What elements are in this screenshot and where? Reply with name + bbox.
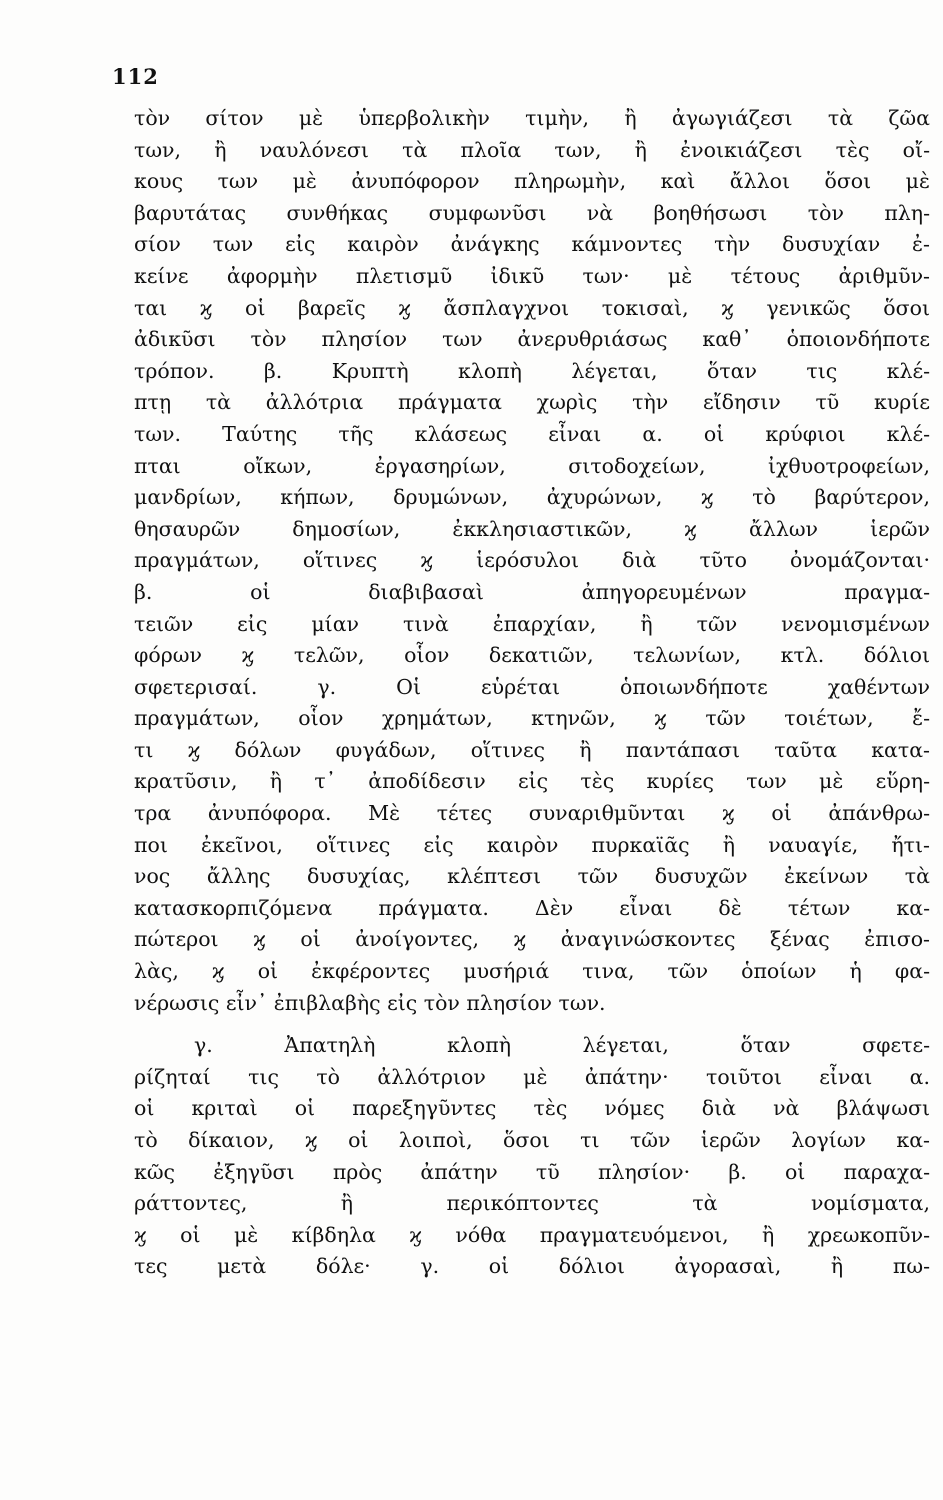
- text-line: ρίζηταί τις τὸ ἀλλότριον μὲ ἀπάτην· τοιῦτοι εἶναι α.: [134, 1064, 930, 1089]
- text-line: κῶς ἐξηγῦσι πρὸς ἀπάτην τῦ πλησίον· β. οἱ παραχα-: [134, 1159, 930, 1184]
- text-line: κους των μὲ ἀνυπόφορον πληρωμὴν, καὶ ἄλλοι ὅσοι μὲ: [134, 169, 930, 194]
- text-line: πώτεροι ϗ οἱ ἀνοίγοντες, ϗ ἀναγινώσκοντες ξένας ἐπισο-: [134, 927, 930, 952]
- text-line: ται ϗ οἱ βαρεῖς ϗ ἄσπλαγχνοι τοκισαὶ, ϗ γενικῶς ὅσοι: [134, 295, 930, 320]
- text-line: τρόπον. β. Κρυπτὴ κλοπὴ λέγεται, ὅταν τις κλέ-: [134, 358, 930, 383]
- text-line: τειῶν εἰς μίαν τινὰ ἐπαρχίαν, ἢ τῶν νενομισμένων: [134, 611, 930, 636]
- text-line: κατασκορπιζόμενα πράγματα. Δὲν εἶναι δὲ τέτων κα-: [134, 895, 930, 920]
- paragraph-gap: [134, 1019, 930, 1030]
- text-line: πραγμάτων, οἵτινες ϗ ἱερόσυλοι διὰ τῦτο ὀνομάζονται·: [134, 548, 930, 573]
- paragraph-2: [134, 1030, 930, 1283]
- text-line: των, ἢ ναυλόνεσι τὰ πλοῖα των, ἢ ἐνοικιάζεσι τὲς οἴ-: [134, 137, 930, 162]
- text-line: πται οἴκων, ἐργασηρίων, σιτοδοχείων, ἰχθυοτροφείων,: [134, 453, 930, 478]
- text-line: πραγμάτων, οἷον χρημάτων, κτηνῶν, ϗ τῶν τοιέτων, ἔ-: [134, 706, 930, 731]
- text-line: οἱ κριταὶ οἱ παρεξηγῦντες τὲς νόμες διὰ νὰ βλάψωσι: [134, 1096, 930, 1121]
- text-line: τι ϗ δόλων φυγάδων, οἵτινες ἢ παντάπασι ταῦτα κατα-: [134, 737, 930, 762]
- text-line: νέρωσις εἶν᾽ ἐπιβλαβὴς εἰς τὸν πλησίον των.: [134, 990, 606, 1015]
- text-line: β. οἱ διαβιβασαὶ ἀπηγορευμένων πραγμα-: [134, 579, 930, 604]
- page-number: 112: [112, 64, 159, 89]
- text-line: τὸ δίκαιον, ϗ οἱ λοιποὶ, ὅσοι τι τῶν ἱερῶν λογίων κα-: [134, 1128, 930, 1152]
- text-line: γ. Ἀπατηλὴ κλοπὴ λέγεται, ὅταν σφετε-: [194, 1033, 930, 1058]
- text-line: σίον των εἰς καιρὸν ἀνάγκης κάμνοντες τὴν δυσυχίαν ἐ-: [134, 232, 930, 257]
- text-line: σφετερισαί. γ. Οἱ εὑρέται ὁποιωνδήποτε χαθέντων: [134, 674, 930, 699]
- text-line: πτῃ τὰ ἀλλότρια πράγματα χωρὶς τὴν εἴδησιν τῦ κυρίε: [134, 390, 930, 415]
- text-line: τὸν σίτον μὲ ὑπερβολικὴν τιμὴν, ἢ ἀγωγιάζεσι τὰ ζῶα: [134, 106, 930, 130]
- text-line: λὰς, ϗ οἱ ἐκφέροντες μυσήριά τινα, τῶν ὁποίων ἡ φα-: [134, 959, 930, 984]
- text-line: μανδρίων, κήπων, δρυμώνων, ἀχυρώνων, ϗ τὸ βαρύτερον,: [134, 485, 930, 510]
- text-line: ποι ἐκεῖνοι, οἵτινες εἰς καιρὸν πυρκαϊᾶς ἢ ναυαγίε, ἤτι-: [134, 832, 930, 857]
- text-line: κρατῦσιν, ἢ τ᾽ ἀποδίδεσιν εἰς τὲς κυρίες των μὲ εὕρη-: [134, 769, 930, 794]
- text-line: ϗ οἱ μὲ κίβδηλα ϗ νόθα πραγματευόμενοι, ἢ χρεωκοπῦν-: [134, 1222, 930, 1247]
- text-line: φόρων ϗ τελῶν, οἷον δεκατιῶν, τελωνίων, κτλ. δόλιοι: [134, 643, 930, 668]
- text-line: θησαυρῶν δημοσίων, ἐκκλησιαστικῶν, ϗ ἄλλων ἱερῶν: [134, 516, 930, 541]
- text-line: των. Ταύτης τῆς κλάσεως εἶναι α. οἱ κρύφιοι κλέ-: [134, 421, 930, 446]
- text-line: κείνε ἀφορμὴν πλετισμῦ ἰδικῦ των· μὲ τέτους ἀριθμῦν-: [134, 263, 930, 288]
- text-line: βαρυτάτας συνθήκας συμφωνῦσι νὰ βοηθήσωσι τὸν πλη-: [134, 200, 930, 225]
- text-line: τρα ἀνυπόφορα. Μὲ τέτες συναριθμῦνται ϗ οἱ ἀπάνθρω-: [134, 801, 930, 826]
- text-line: τες μετὰ δόλε· γ. οἱ δόλιοι ἀγορασαὶ, ἢ πω-: [134, 1254, 930, 1279]
- paragraph-1: [134, 103, 930, 1019]
- text-line: ἀδικῦσι τὸν πλησίον των ἀνερυθριάσως καθ᾽ ὁποιονδήποτε: [134, 327, 930, 352]
- text-line: νος ἄλλης δυσυχίας, κλέπτεσι τῶν δυσυχῶν ἐκείνων τὰ: [134, 864, 930, 889]
- text-line: ράττοντες, ἢ περικόπτοντες τὰ νομίσματα,: [134, 1191, 930, 1216]
- body-text: [134, 103, 930, 1283]
